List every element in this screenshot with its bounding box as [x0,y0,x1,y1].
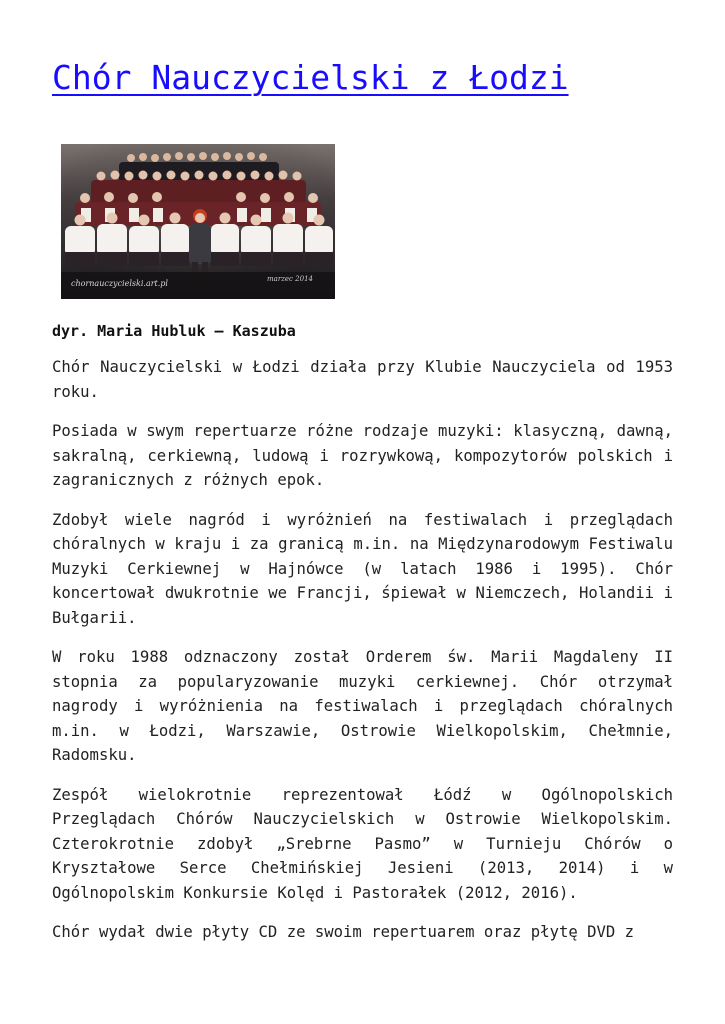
paragraph-recordings: Chór wydał dwie płyty CD ze swoim repertuarem oraz płytę DVD z [52,923,635,941]
page-title-link[interactable]: Chór Nauczycielski z Łodzi [52,58,569,97]
photo-date: marzec 2014 [267,275,313,283]
article-body [52,318,673,960]
paragraph-history: Chór Nauczycielski w Łodzi działa przy Klubie Nauczyciela od 1953 roku. [52,358,673,401]
paragraph-repertoire: Posiada w swym repertuarze różne rodzaje muzyki: klasyczną, dawną, sakralną, cerkiewną, ludową i rozrywkową, kompozytorów polskich i zagranicznych z różnych epok. [52,422,673,489]
photo-watermark: chornauczycielski.art.pl [71,279,168,288]
paragraph-awards: Zdobył wiele nagród i wyróżnień na festiwalach i przeglądach chóralnych w kraju i za granicą m.in. na Międzynarodowym Festiwalu Muzyki Cerkiewnej w Hajnówce (w latach 1986 i 1995). Chór koncertował dwukrotnie we Francji, śpiewał w Niemczech, Holandii i Bułgarii. [52,510,673,627]
paragraph-order: W roku 1988 odznaczony został Orderem św. Marii Magdaleny II stopnia za popularyzowanie muzyki cerkiewnej. Chór otrzymał nagrody i wyróżnienia na festiwalach i przeglądach chóralnych m.in. w Łodzi, Warszawie, Ostrowie Wielkopolskim, Chełmnie, Radomsku. [52,648,673,764]
conductor-name: dyr. Maria Hubluk – Kaszuba [52,322,296,340]
choir-photo [61,144,335,299]
paragraph-representation: Zespół wielokrotnie reprezentował Łódź w Ogólnopolskich Przeglądach Chórów Nauczycielskich w Ostrowie Wielkopolskim. Czterokrotnie zdobył „Srebrne Pasmo” w Turnieju Chórów o Kryształowe Serce Chełmińskiej Jesieni (2013, 2014) i w Ogólnopolskim Konkursie Kolęd i Pastorałek (2012, 2016). [52,785,673,902]
